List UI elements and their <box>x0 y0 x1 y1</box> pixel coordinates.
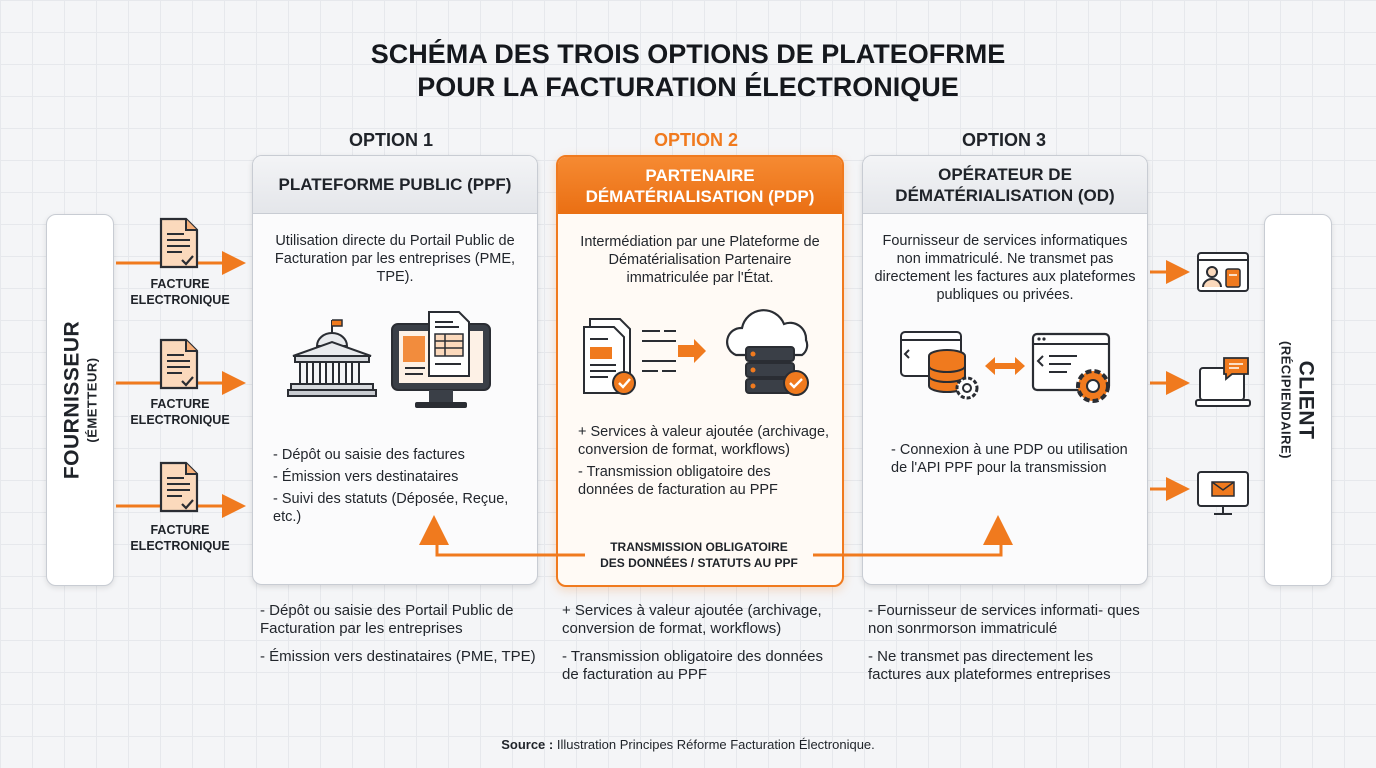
source-note <box>0 737 1376 752</box>
option-1-header: PLATEFORME PUBLIC (PPF) <box>253 156 537 214</box>
transmission-label <box>585 537 813 573</box>
option-1-label: OPTION 1 <box>348 130 433 150</box>
option-2-note: + Services à valeur ajoutée (archivage, conversion de format, workflows) <box>562 602 822 637</box>
option-2-bullet: - Transmission obligatoire des données de facturation au PPF <box>578 464 778 498</box>
option-3-note: - Ne transmet pas directement les factures aux plateformes entreprises <box>868 648 1111 683</box>
user-portal-icon <box>1196 251 1252 293</box>
option-3-bullet: - Connexion à une PDP ou utilisation de l'API PPF pour la transmission <box>891 442 1128 476</box>
client-subtitle: (RÉCIPIENDAIRE) <box>1278 340 1294 460</box>
option-2-bullet: + Services à valeur ajoutée (archivage, conversion de format, workflows) <box>578 424 830 458</box>
option-1-description: Utilisation directe du Portail Public de Facturation par les entreprises (PME, TPE). <box>274 233 516 285</box>
option-1-below-notes <box>260 602 540 676</box>
invoice-label-1-line-2: ELECTRONIQUE <box>130 293 230 307</box>
invoice-label-2-line-1: FACTURE <box>150 397 210 411</box>
option-1-bullet: - Émission vers destinataires <box>273 469 459 485</box>
invoice-label-2-line-2: ELECTRONIQUE <box>130 413 230 427</box>
supplier-subtitle: (ÉMETTEUR) <box>84 357 100 443</box>
transmission-line-1: TRANSMISSION OBLIGATOIRE <box>610 540 788 554</box>
laptop-message-icon <box>1194 356 1254 410</box>
source-text: Illustration Principes Réforme Facturation Électronique. <box>556 737 875 752</box>
option-2-description: Intermédiation par une Plateforme de Dématérialisation Partenaire immatriculée par l'État. <box>580 234 820 286</box>
monitor-mail-icon <box>1196 470 1252 518</box>
option-3-note: - Fournisseur de services informati- ques non sonrmorson immatriculé <box>868 602 1140 637</box>
option-1-note: - Dépôt ou saisie des Portail Public de Facturation par les entreprises <box>260 602 514 637</box>
option-2-below-notes <box>562 602 838 694</box>
client-title: CLIENT <box>1294 360 1318 440</box>
option-2-note: - Transmission obligatoire des données de facturation au PPF <box>562 648 823 683</box>
option-3-description: Fournisseur de services informatiques non immatriculé. Ne transmet pas directement les factures aux plateformes publiques ou privées. <box>874 233 1136 303</box>
invoice-label-1-line-1: FACTURE <box>150 277 210 291</box>
option-3-below-notes <box>868 602 1144 694</box>
option-2-header: PARTENAIRE DÉMATÉRIALISATION (PDP) <box>558 157 842 214</box>
supplier-title: FOURNISSEUR <box>60 320 84 480</box>
source-label: Source : <box>501 737 554 752</box>
invoice-label-3-line-1: FACTURE <box>150 523 210 537</box>
option-1-bullet: - Suivi des statuts (Déposée, Reçue, etc.) <box>273 491 509 525</box>
option-1-note: - Émission vers destinataires (PME, TPE) <box>260 648 536 665</box>
option-2-label: OPTION 2 <box>653 130 738 150</box>
option-3-label: OPTION 3 <box>961 130 1046 150</box>
invoice-label-3-line-2: ELECTRONIQUE <box>130 539 230 553</box>
option-3-header: OPÉRATEUR DE DÉMATÉRIALISATION (OD) <box>863 156 1147 214</box>
title-line-1: SCHÉMA DES TROIS OPTIONS DE PLATEOFRME <box>370 39 1006 69</box>
transmission-line-2: DES DONNÉES / STATUTS AU PPF <box>600 556 798 570</box>
title-line-2: POUR LA FACTURATION ÉLECTRONIQUE <box>417 72 959 102</box>
option-1-bullet: - Dépôt ou saisie des factures <box>273 447 465 463</box>
